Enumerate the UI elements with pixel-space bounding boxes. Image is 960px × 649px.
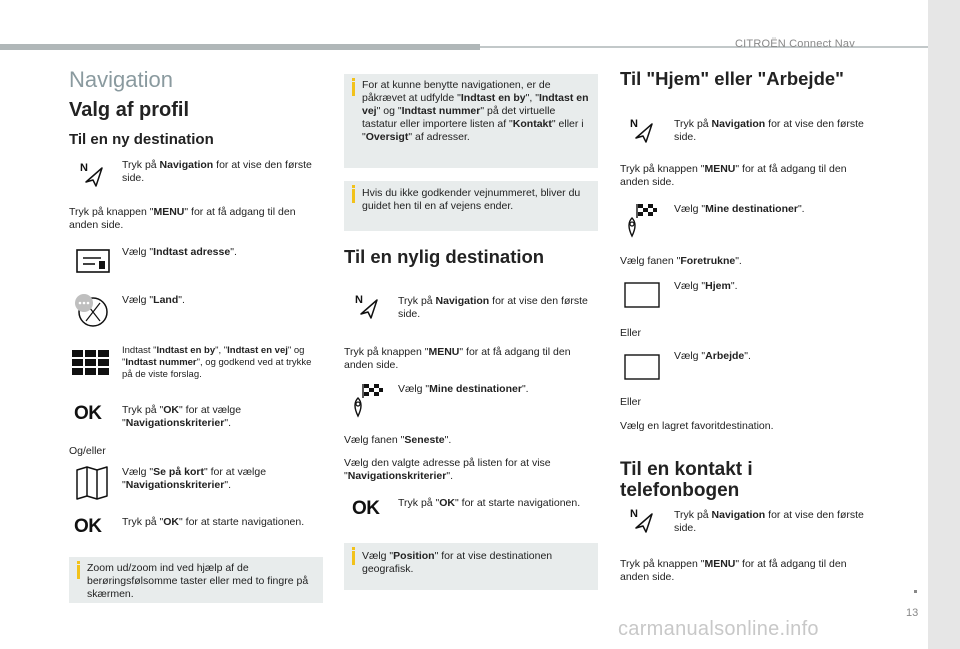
or-label: Eller: [620, 327, 642, 339]
section-title-recent: Til en nylig destination: [344, 246, 545, 267]
favorite-text: Vælg en lagret favoritdestination.: [620, 420, 774, 432]
ok-start-text: Tryk på "OK" for at starte navigationen.: [398, 497, 581, 509]
subtitle-new-destination: Til en ny destination: [69, 131, 214, 148]
info-icon: [77, 561, 80, 564]
info-icon: [352, 547, 355, 550]
note-text: Zoom ud/zoom ind ved hjælp af de berøringsfølsomme taster eller med to fingre på skærmen.: [87, 562, 309, 600]
select-tab-text: Vælg fanen "Seneste".: [344, 434, 452, 446]
select-destinations-text: Vælg "Mine destinationer".: [398, 383, 529, 395]
menu-instruction: Tryk på knappen "MENU" for at få adgang til den anden side.: [620, 163, 847, 188]
info-icon-bar: [352, 189, 355, 203]
section-title-line2: telefonbogen: [620, 480, 740, 501]
ok-icon: OK: [74, 403, 102, 424]
country-globe-icon: [74, 293, 110, 329]
ok-criteria-text: Tryk på "OK" for at vælge "Navigationskriterier".: [122, 404, 242, 429]
info-note-zoom: [69, 557, 323, 603]
step-navigation-text: Tryk på Navigation for at vise den første side.: [674, 509, 864, 534]
step-navigation-text: Tryk på Navigation for at vise den første side.: [674, 118, 864, 143]
navigation-arrow-icon: [80, 160, 104, 188]
menu-instruction: Tryk på knappen "MENU" for at få adgang til den anden side.: [69, 206, 296, 231]
info-note-position: [344, 543, 598, 590]
brand-label: CITROËN Connect Nav: [735, 38, 855, 50]
page-marker: [914, 590, 917, 593]
info-icon-bar: [352, 82, 355, 96]
and-or-label: Og/eller: [69, 445, 106, 457]
section-title-contact: [620, 459, 753, 501]
ok-icon: OK: [352, 498, 380, 519]
select-tab-text: Vælg fanen "Foretrukne".: [620, 255, 742, 267]
svg-text:N: N: [80, 162, 88, 174]
note-text: For at kunne benytte navigationen, er de påkrævet at udfylde "Indtast en by", "Indtast en vej" og "Indtast nummer" på det virtuelle tastatur eller importere listen af "Kontakt" eller i "Oversigt" af adresser.: [362, 79, 589, 143]
header-line: [480, 46, 928, 48]
ok-icon: OK: [74, 516, 102, 537]
select-home-text: Vælg "Hjem".: [674, 280, 738, 292]
page-title: Valg af profil: [69, 99, 190, 121]
info-note-street-number: [344, 181, 598, 231]
select-work-text: Vælg "Arbejde".: [674, 350, 751, 362]
info-note-required-fields: [344, 74, 598, 168]
address-entry-icon: [75, 246, 111, 276]
step-navigation-text: Tryk på Navigation for at vise den første side.: [122, 159, 312, 184]
home-icon: [624, 278, 660, 308]
destinations-flag-icon: [350, 382, 384, 418]
info-icon: [352, 185, 355, 188]
svg-text:N: N: [630, 118, 638, 130]
svg-text:N: N: [630, 508, 638, 520]
keyboard-instruction: Indtast "Indtast en by", "Indtast en vej" og "Indtast nummer", og godkend ved at trykke på de viste forslag.: [122, 345, 312, 380]
navigation-arrow-icon: [630, 116, 654, 144]
section-title: Navigation: [69, 67, 173, 92]
view-map-text: Vælg "Se på kort" for at vælge "Navigationskriterier".: [122, 466, 267, 491]
or-label: Eller: [620, 396, 642, 408]
info-icon-bar: [352, 551, 355, 565]
menu-instruction: Tryk på knappen "MENU" for at få adgang til den anden side.: [344, 346, 571, 371]
note-text: Vælg "Position" for at vise destinationen geografisk.: [362, 550, 553, 575]
select-destinations-text: Vælg "Mine destinationer".: [674, 203, 805, 215]
info-icon: [352, 78, 355, 81]
destinations-flag-icon: [624, 202, 658, 238]
map-icon: [75, 466, 109, 500]
select-country-text: Vælg "Land".: [122, 294, 185, 306]
select-address-text: Vælg den valgte adresse på listen for at vise "Navigationskriterier".: [344, 457, 551, 482]
step-navigation-text: Tryk på Navigation for at vise den første side.: [398, 295, 588, 320]
note-text: Hvis du ikke godkender vejnummeret, bliver du guidet hen til en af vejens ender.: [362, 187, 581, 212]
navigation-arrow-icon: [355, 292, 379, 320]
navigation-arrow-icon: [630, 506, 654, 534]
section-title-line1: Til en kontakt i: [620, 459, 753, 480]
header-bar: [0, 44, 480, 50]
ok-start-text: Tryk på "OK" for at starte navigationen.: [122, 516, 305, 528]
info-icon-bar: [77, 565, 80, 579]
select-address-text: Vælg "Indtast adresse".: [122, 246, 237, 258]
side-margin-bar: [928, 0, 960, 649]
work-icon: [624, 350, 660, 380]
section-title-home-work: Til "Hjem" eller "Arbejde": [620, 68, 844, 89]
page-number: 13: [906, 607, 919, 619]
watermark: carmanualsonline.info: [618, 618, 819, 640]
keyboard-icon: [72, 350, 110, 376]
menu-instruction: Tryk på knappen "MENU" for at få adgang til den anden side.: [620, 558, 847, 583]
svg-text:N: N: [355, 294, 363, 306]
